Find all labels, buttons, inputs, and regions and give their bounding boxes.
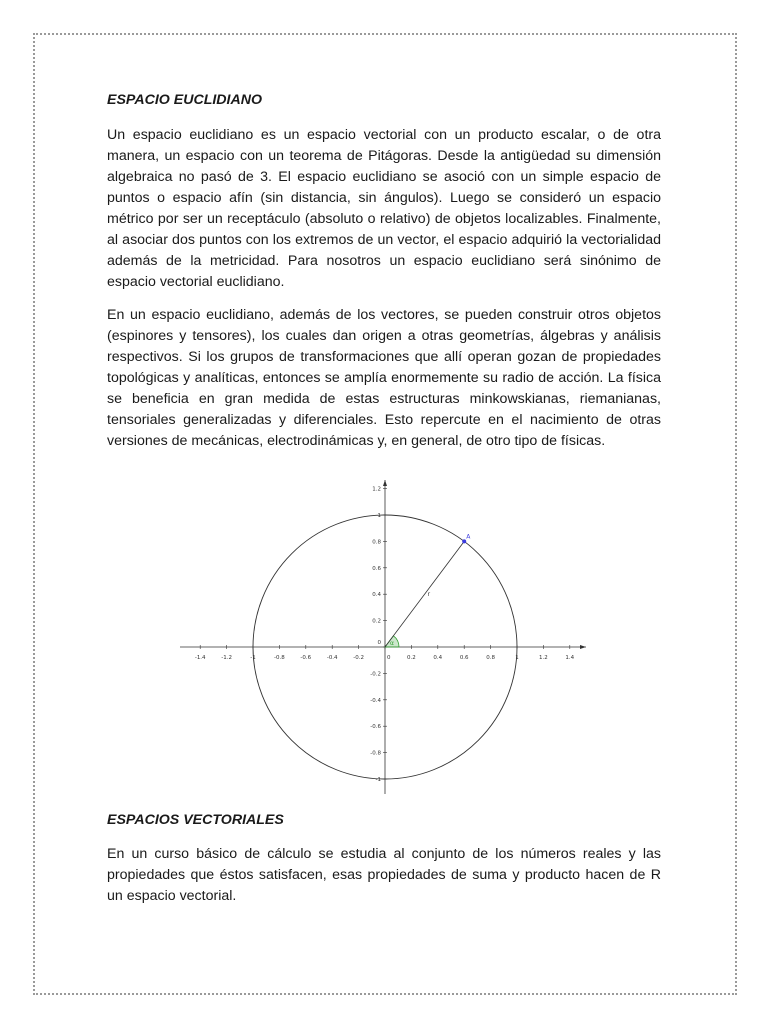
y-tick-label: -0.8 bbox=[370, 750, 381, 757]
radius-segment bbox=[385, 541, 464, 647]
x-tick-label: 1.4 bbox=[565, 655, 575, 661]
y-tick-label: 0.8 bbox=[372, 539, 381, 546]
x-tick-label: 0.8 bbox=[486, 655, 495, 661]
x-tick-label: 1 bbox=[515, 655, 519, 661]
y-tick-label: -1 bbox=[375, 777, 381, 783]
point-label: A bbox=[466, 533, 471, 541]
x-tick-label: -0.2 bbox=[353, 655, 364, 661]
x-tick-label: -1.2 bbox=[221, 655, 232, 661]
unit-circle-diagram bbox=[178, 476, 590, 796]
section-heading: ESPACIOS VECTORIALES bbox=[107, 812, 284, 828]
section-heading: ESPACIO EUCLIDIANO bbox=[107, 92, 263, 108]
x-tick-label: 1.2 bbox=[539, 655, 548, 661]
y-tick-label: -0.6 bbox=[370, 724, 381, 731]
y-tick-label: 0.4 bbox=[372, 592, 381, 599]
y-axis-arrow bbox=[383, 480, 387, 486]
unit-circle-figure bbox=[178, 476, 590, 796]
x-tick-label: -0.6 bbox=[300, 655, 312, 661]
x-tick-label: 0 bbox=[387, 655, 391, 661]
x-tick-label: -1.4 bbox=[194, 655, 206, 661]
paragraph: En un espacio euclidiano, además de los vectores, se pueden construir otros objetos (espinores y tensores), los cuales dan origen a otras geometrías, álgebras y análisis respectivos. Si los grupos de transformaciones que allí operan gozan de propiedades topológicas y analíticas, entonces se amplía enormemente su radio de acción. La física se beneficia en gran medida de estas estructuras minkowskianas, riemanianas, tensoriales generalizadas y diferenciales. Esto repercute en el nacimiento de otras versiones de mecánicas, electrodinámicas y, en general, de otro tipo de físicas. bbox=[107, 307, 661, 449]
y-tick-label: 0.2 bbox=[372, 618, 381, 625]
y-tick-label: 0 bbox=[377, 640, 381, 646]
x-axis-arrow bbox=[580, 645, 586, 649]
x-tick-label: 0.2 bbox=[407, 655, 416, 661]
x-tick-label: -0.4 bbox=[326, 655, 338, 661]
x-tick-label: 0.4 bbox=[433, 655, 443, 661]
y-tick-label: 1 bbox=[377, 513, 381, 519]
y-tick-label: -0.2 bbox=[370, 671, 381, 678]
segment-label: r bbox=[427, 591, 431, 599]
paragraph: Un espacio euclidiano es un espacio vectorial con un producto escalar, o de otra manera, un espacio con un teorema de Pitágoras. Desde la antigüedad su dimensión algebraica no pasó de 3. El espacio euclidiano se asoció con un simple espacio de puntos o espacio afín (sin distancia, sin ángulos). Luego se consideró un espacio métrico por ser un receptáculo (absoluto o relativo) de objetos localizables. Finalmente, al asociar dos puntos con los extremos de un vector, el espacio adquirió la vectorialidad además de la metricidad. Para nosotros un espacio euclidiano será sinónimo de espacio vectorial euclidiano. bbox=[107, 127, 661, 290]
angle-label: α bbox=[390, 640, 394, 647]
paragraph: En un curso básico de cálculo se estudia al conjunto de los números reales y las propiedades que éstos satisfacen, esas propiedades de suma y producto hacen de R un espacio vectorial. bbox=[107, 846, 661, 904]
x-tick-label: 0.6 bbox=[459, 655, 469, 661]
x-tick-label: -1 bbox=[250, 655, 256, 661]
section-espacio-euclidiano bbox=[107, 90, 661, 464]
y-tick-label: 1.2 bbox=[372, 486, 381, 493]
y-tick-label: -0.4 bbox=[370, 697, 381, 704]
x-tick-label: -0.8 bbox=[274, 655, 285, 661]
y-tick-label: 0.6 bbox=[372, 565, 381, 572]
